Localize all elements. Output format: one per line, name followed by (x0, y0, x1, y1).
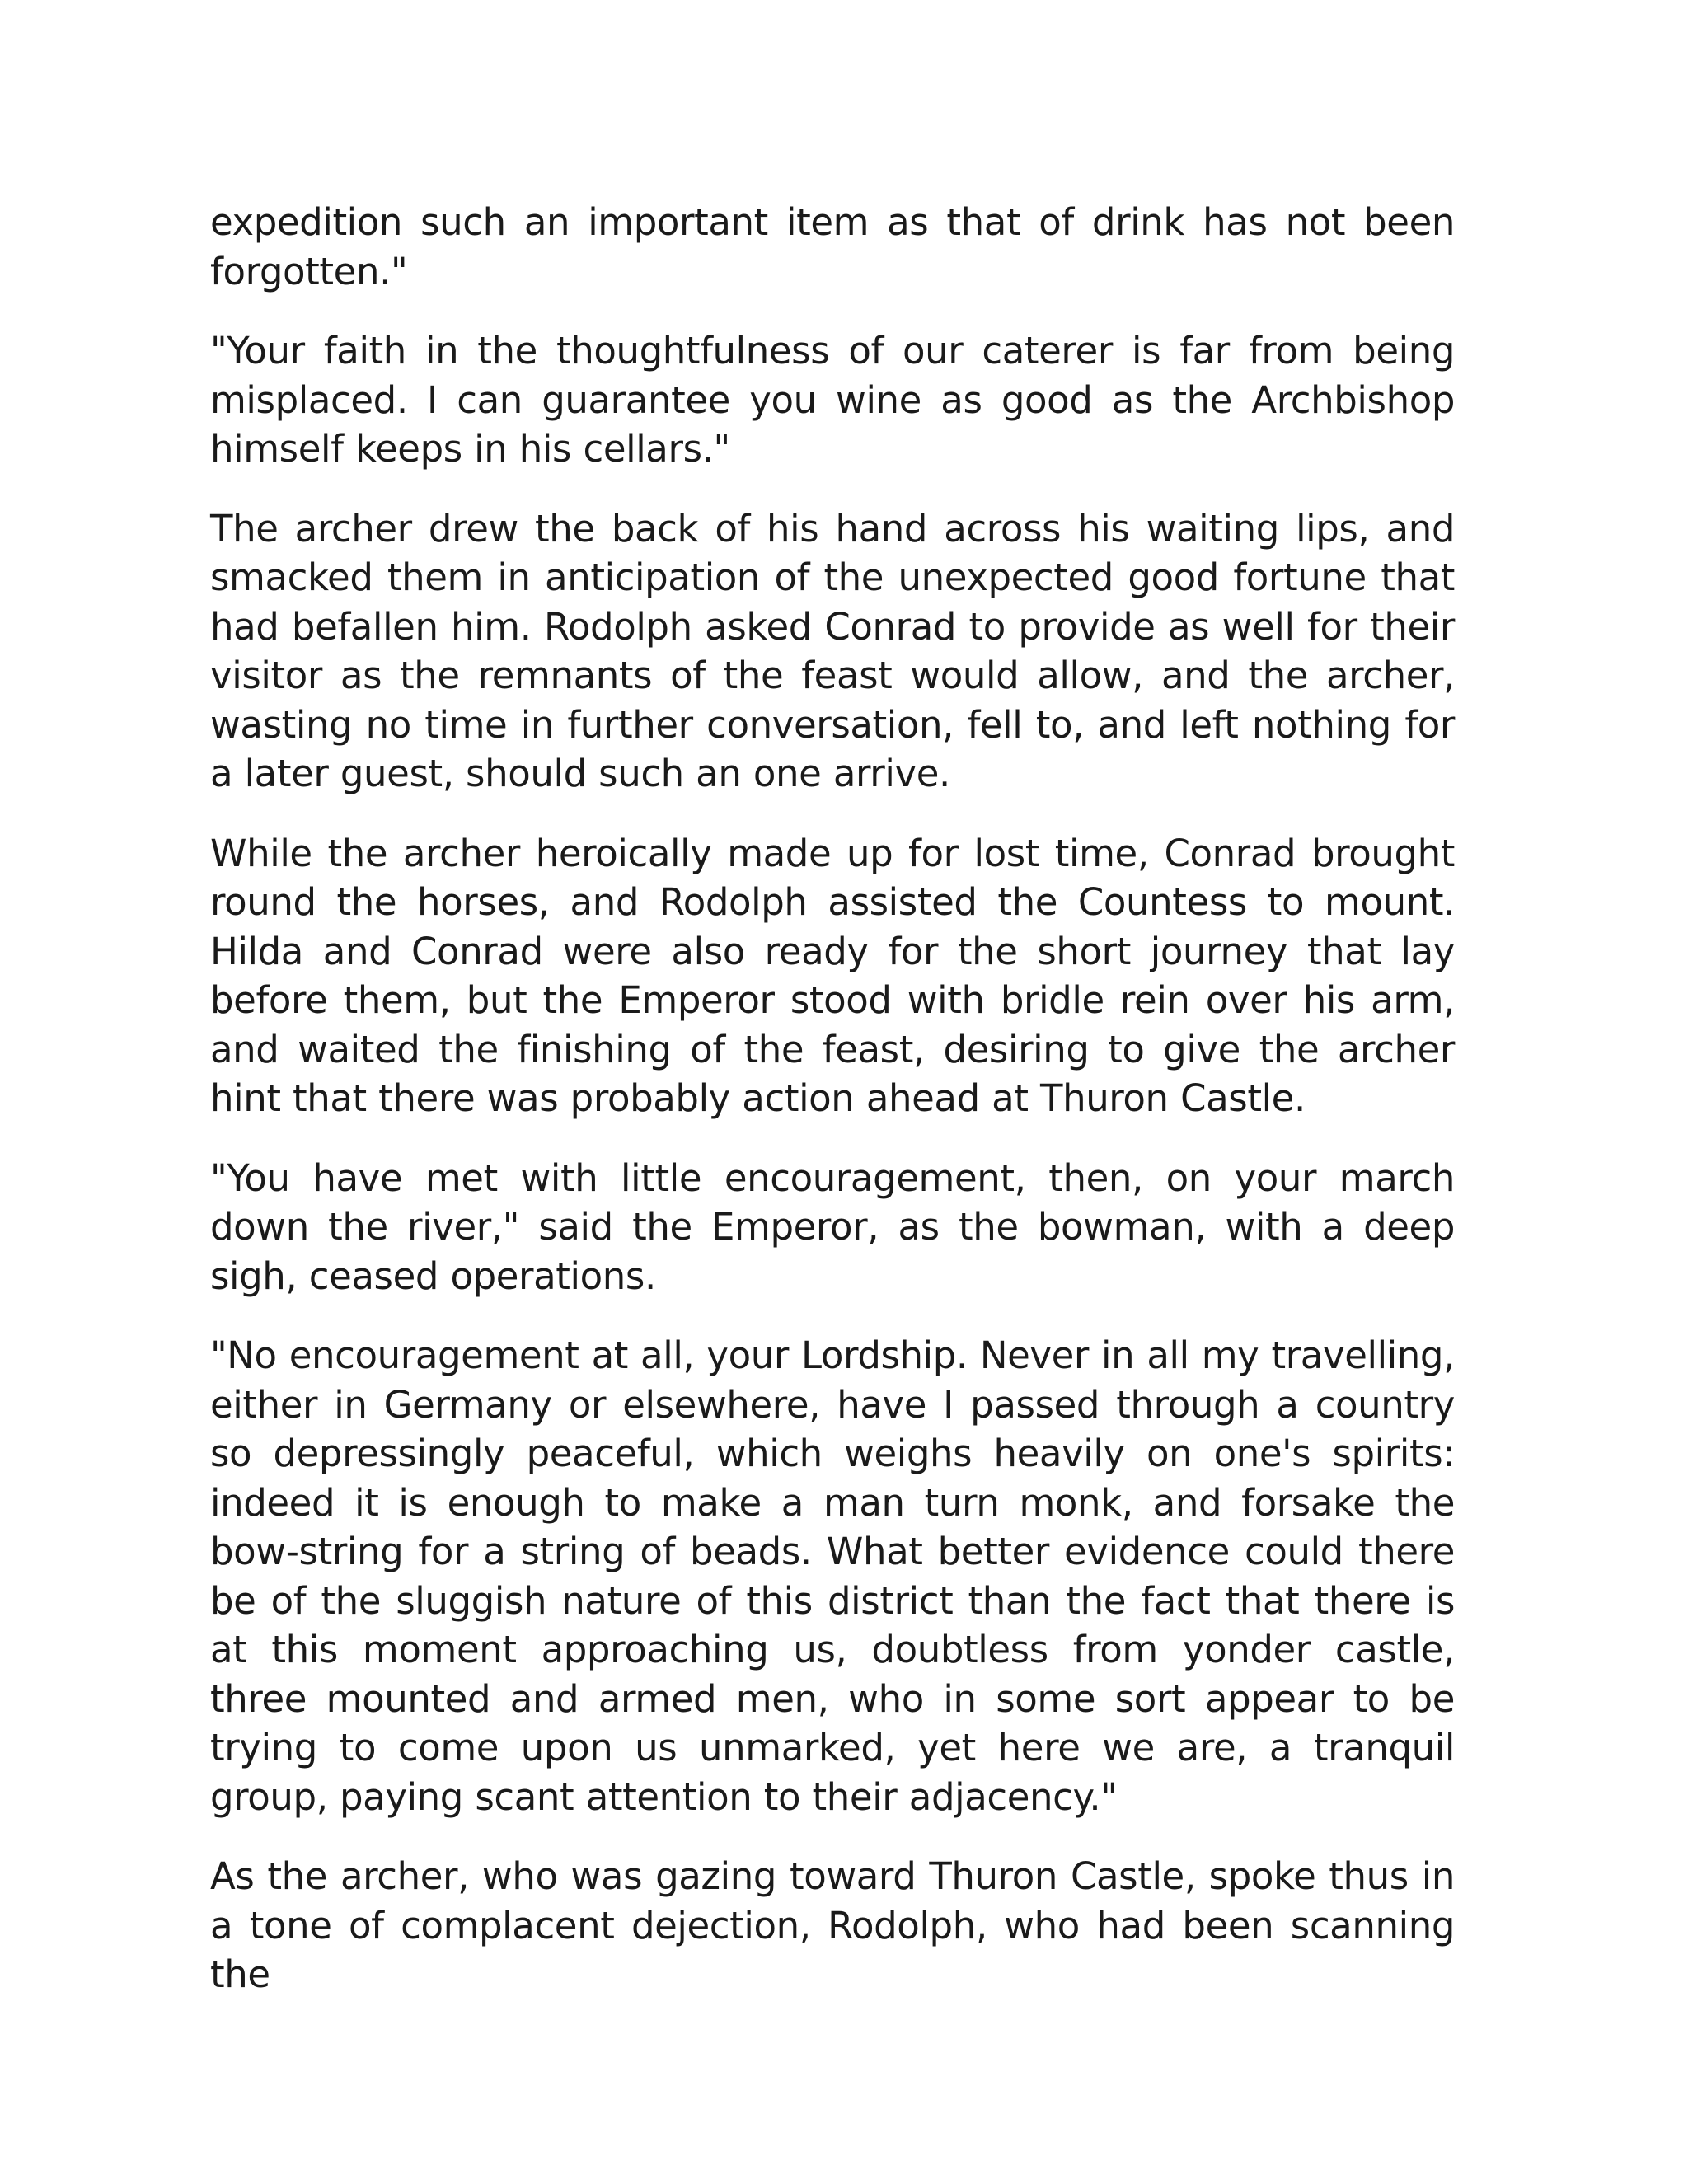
paragraph-5: "You have met with little encouragement, then, on your march down the river," said the Emperor, as the bowman, with a deep sigh, ceased operations. (210, 1155, 1455, 1298)
paragraph-1: expedition such an important item as that of drink has not been forgotten." (210, 200, 1455, 293)
paragraph-4: While the archer heroically made up for lost time, Conrad brought round the horses, and Rodolph assisted the Countess to mount. Hilda and Conrad were also ready for the short journey that lay before them, but the Emperor stood with bridle rein over his arm, and waited the finishing of the feast, desiring to give the archer hint that there was probably action ahead at Thuron Castle. (210, 831, 1455, 1120)
paragraph-6: "No encouragement at all, your Lordship. Never in all my travelling, either in Germany or elsewhere, have I passed through a country so depressingly peaceful, which weighs heavily on one's spirits: indeed it is enough to make a man turn monk, and forsake the bow-string for a string of beads. What better evidence could there be of the sluggish nature of this district than the fact that there is at this moment approaching us, doubtless from yonder castle, three mounted and armed men, who in some sort appear to be trying to come upon us unmarked, yet here we are, a tranquil group, paying scant attention to their adjacency." (210, 1333, 1455, 1819)
paragraph-7: As the archer, who was gazing toward Thuron Castle, spoke thus in a tone of complacent dejection, Rodolph, who had been scanning the (210, 1854, 1455, 1996)
paragraph-3: The archer drew the back of his hand across his waiting lips, and smacked them in anticipation of the unexpected good fortune that had befallen him. Rodolph asked Conrad to provide as well for their visitor as the remnants of the feast would allow, and the archer, wasting no time in further conversation, fell to, and left nothing for a later guest, should such an one arrive. (210, 506, 1455, 795)
paragraph-2: "Your faith in the thoughtfulness of our caterer is far from being misplaced. I can guarantee you wine as good as the Archbishop himself keeps in his cellars." (210, 329, 1455, 471)
body-text (210, 198, 1455, 2030)
